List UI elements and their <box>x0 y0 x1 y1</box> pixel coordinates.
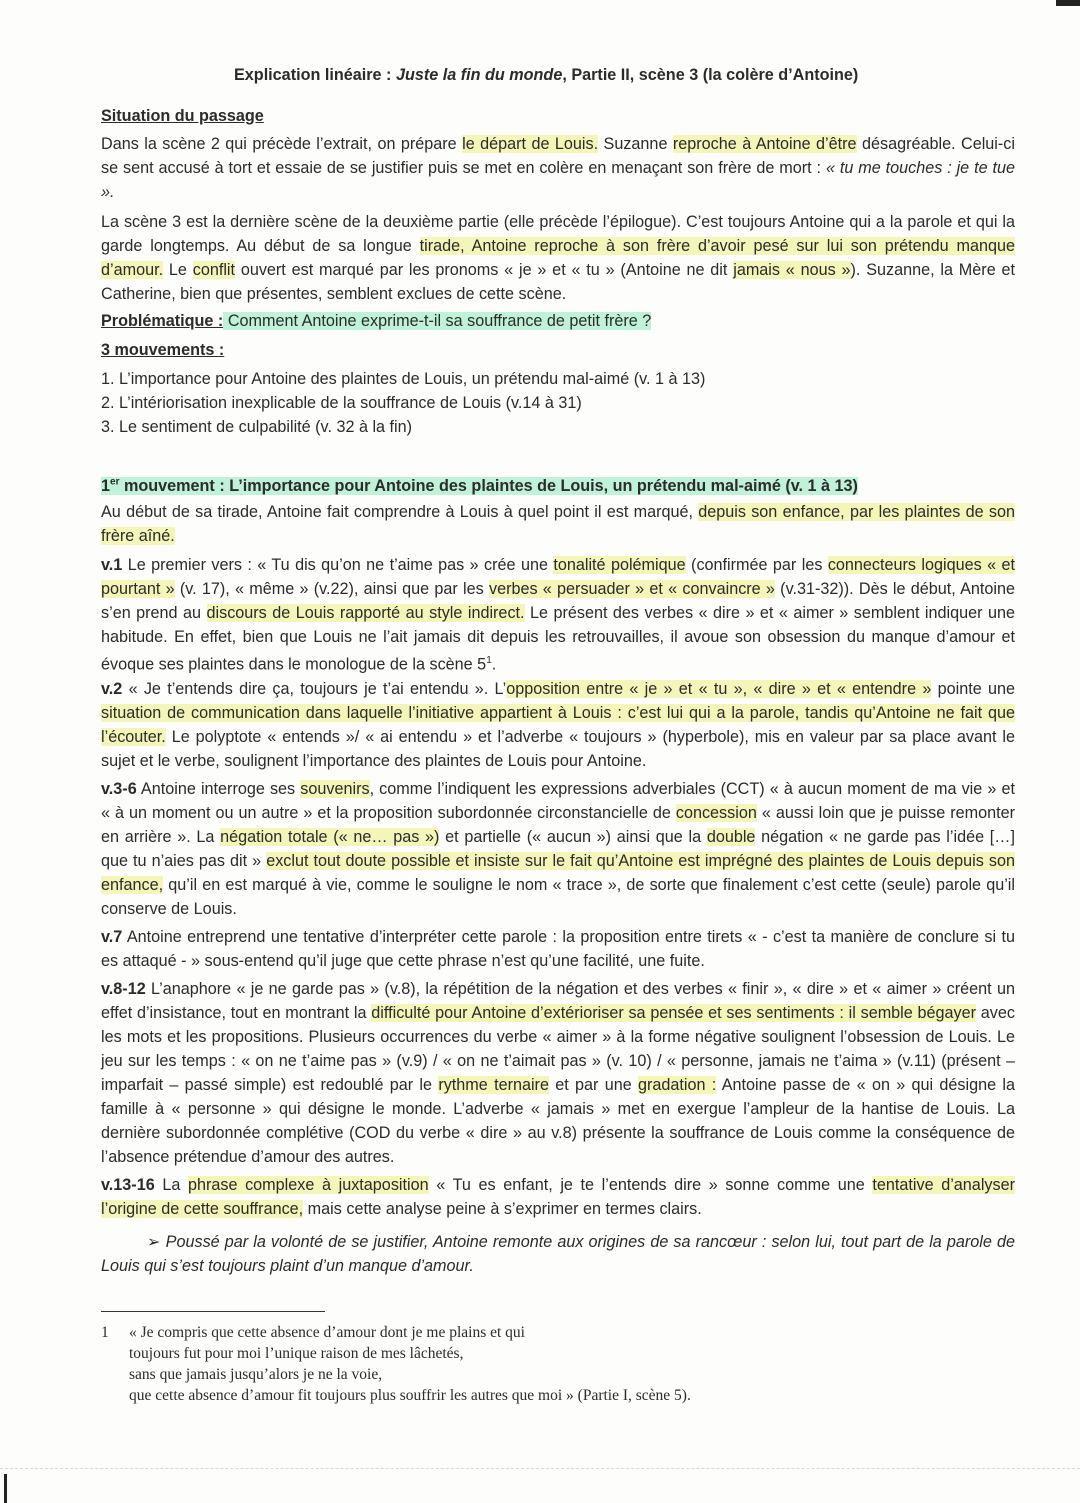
page-title: Explication linéaire : Juste la fin du monde, Partie II, scène 3 (la colère d’Antoine) <box>234 66 859 84</box>
scan-edge-line <box>0 1468 1080 1469</box>
list-item: 2. L’intériorisation inexplicable de la souffrance de Louis (v.14 à 31) <box>101 394 582 412</box>
footnote-line: toujours fut pour moi l’unique raison de mes lâchetés, <box>129 1345 464 1362</box>
situation-heading: Situation du passage <box>101 107 264 125</box>
footnote-line: que cette absence d’amour fit toujours plus souffrir les autres que moi » (Partie I, scène 5). <box>129 1387 691 1404</box>
mouvements-heading: 3 mouvements : <box>101 341 225 359</box>
footnote-line: « Je compris que cette absence d’amour dont je me plains et qui <box>129 1324 525 1341</box>
list-item: 1. L’importance pour Antoine des plaintes de Louis, un prétendu mal-aimé (v. 1 à 13) <box>101 370 706 388</box>
analysis-v13-16: v.13-16 La phrase complexe à juxtaposition « Tu es enfant, je te l’entends dire » sonne comme une tentative d’analyser l’origine de cette souffrance, mais cette analyse peine à s’exprimer en termes clairs. <box>101 1176 1015 1218</box>
analysis-v3-6: v.3-6 Antoine interroge ses souvenirs, comme l’indiquent les expressions adverbiales (CCT) « à aucun moment de ma vie » et « à un moment ou un autre » et la proposition subordonnée circonstancielle de concession « aussi loin que je puisse remonter en arrière ». La négation totale (« ne… pas ») et partielle (« aucun ») ainsi que la double négation « ne garde pas l’idée […] que tu n’aies pas dit » exclut tout doute possible et insiste sur le fait qu’Antoine est imprégné des plaintes de Louis depuis son enfance, qu’il en est marqué à vie, comme le souligne le nom « trace », de sorte que finalement c’est cette (seule) parole qu’il conserve de Louis. <box>101 780 1016 918</box>
document-page: Explication linéaire : Juste la fin du monde, Partie II, scène 3 (la colère d’Antoine) Situation du passage Dans la scène 2 qui précède l’extrait, on prépare le départ de Louis. Suzanne reproche à Antoine d’être désagréable. Celui-ci se sent accusé à tort et essaie de se justifier puis se met en colère en menaçant son frère de mort : « tu me touches : je te tue ». La scène 3 est la dernière scène de la deuxième partie (elle précède l’épilogue). C’est toujours Antoine qui a la parole et qui la garde longtemps. Au début de sa longue tirade, Antoine reproche à son frère d’avoir pesé sur lui son prétendu manque d’amour. Le conflit ouvert est marqué par les pronoms « je » et « tu » (Antoine ne dit jamais « nous »). Suzanne, la Mère et Catherine, bien que présentes, semblent exclues de cette scène. Problématique : Comment Antoine exprime-t-il sa souffrance de petit frère ? 3 mouvements : 1. L’importance pour Antoine des plaintes de Louis, un prétendu mal-aimé (v. 1 à 13) 2. L’intériorisation inexplicable de la souffrance de Louis (v.14 à 31) 3. Le sentiment de culpabilité (v. 32 à la fin) 1er mouvement : L’importance pour Antoine des plaintes de Louis, un prétendu mal-aimé (v. 1 à 13) Au début de sa tirade, Antoine fait comprendre à Louis à quel point il est marqué, depuis son enfance, par les plaintes de son frère aîné. v.1 Le premier vers : « Tu dis qu’on ne t’aime pas » crée une tonalité polémique (confirmée par les connecteurs logiques « et pourtant » (v. 17), « même » (v.22), ainsi que par les verbes « persuader » et « convaincre » (v.31-32)). Dès le début, Antoine s’en prend au discours de Louis rapporté au style indirect. Le présent des verbes « dire » et « aimer » semblent indiquer une habitude. En effet, bien que Louis ne l’ait jamais dit depuis les retrouvailles, il avoue son obsession du manque d’amour et évoque ses plaintes dans le monologue de la scène $5^1$. v.2 « Je t’entends dire ça, toujours je t’ai entendu ». L’opposition entre « je » et « tu », « dire » et « entendre » pointe une situation de communication dans laquelle l’initiative appartient à Louis : c’est lui qui a la parole, tandis qu’Antoine ne fait que l’écouter. Le polyptote « entends »/ « ai entendu » et l’adverbe « toujours » (hyperbole), mis en valeur par sa place avant le sujet et le verbe, soulignent l’importance des plaintes de Louis pour Antoine. v.3-6 Antoine interroge ses souvenirs, comme l’indiquent les expressions adverbiales (CCT) « à aucun moment de ma vie » et « à un moment ou un autre » et la proposition subordonnée circonstancielle de concession « aussi loin que je puisse remonter en arrière ». La négation totale (« ne… pas ») et partielle (« aucun ») ainsi que la double négation « ne garde pas l’idée […] que tu n’aies pas dit » exclut tout doute possible et insiste sur le fait qu’Antoine est imprégné des plaintes de Louis depuis son enfance, qu’il en est marqué à vie, comme le souligne le nom « trace », de sorte que finalement c’est cette (seule) parole qu’il conserve de Louis. v.7 Antoine entreprend une tentative d’interpréter cette parole : la proposition entre tirets « - c’est ta manière de conclure si tu es attaqué - » sous-entend qu’il juge que cette phrase n’est qu’une facilité, une fuite. v.8-12 L’anaphore « je ne garde pas » (v.8), la répétition de la négation et des verbes « finir », « dire » et « aimer » créent un effet d’insistance, tout en montrant la difficulté pour Antoine d’extérioriser sa pensée et ses sentiments : il semble bégayer avec les mots et les propositions. Plusieurs occurrences du verbe « aimer » à la forme négative soulignent l’obsession de Louis. Le jeu sur les temps : « on ne t’aime pas » (v.9) / « on ne t’aimait pas » (v. 10) / « personne, jamais ne t’aima » (v.11) (présent – imparfait – passé simple) est redoublé par le rythme ternaire et par une gradation : Antoine passe de « on » qui désigne la famille à « personne » qui désigne le monde. L’adverbe « jamais » met en exergue l’ampleur de la hantise de Louis. La dernière subordonnée complétive (COD du verbe « dire » au v.8) présente la souffrance de Louis comme la conséquence de l’absence prétendue d’amour des autres. v.13-16 La phrase complexe à juxtaposition « Tu es enfant, je te l’entends dire » sonne comme une tentative d’analyser l’origine de cette souffrance, mais cette analyse peine à s’exprimer en termes clairs. ➢ Poussé par la volonté de se justifier, Antoine remonte aux origines de sa rancœur : selon lui, tout part de la parole de Louis qui s’est toujours plaint d’un manque d’amour. 1 « Je compris que cette absence d’amour dont je me plains et qui toujours fut pour moi l’unique raison de mes lâchetés, sans que jamais jusqu’alors je ne la voie, que cette absence d’amour fit toujours plus souffrir les autres que moi » (Partie I, scène 5). <box>0 0 1080 1503</box>
analysis-v1: v.1 Le premier vers : « Tu dis qu’on ne t’aime pas » crée une tonalité polémique (confirmée par les connecteurs logiques « et pourtant » (v. 17), « même » (v.22), ainsi que par les verbes « persuader » et « convaincre » (v.31-32)). Dès le début, Antoine s’en prend au discours de Louis rapporté au style indirect. Le présent des verbes « dire » et « aimer » semblent indiquer une habitude. En effet, bien que Louis ne l’ait jamais dit depuis les retrouvailles, il avoue son obsession du manque d’amour et évoque ses plaintes dans le monologue de la scène $5^1$. <box>101 556 1016 674</box>
list-item: 3. Le sentiment de culpabilité (v. 32 à la fin) <box>101 418 413 436</box>
arrow-icon: ➢ <box>147 1233 161 1251</box>
mouvements-list <box>101 367 1015 439</box>
situation-paragraph-1: Dans la scène 2 qui précède l’extrait, on prépare le départ de Louis. Suzanne reproche à Antoine d’être désagréable. Celui-ci se sent accusé à tort et essaie de se justifier puis se met en colère en menaçant son frère de mort : « tu me touches : je te tue ». <box>101 135 1015 201</box>
footnote-line: sans que jamais jusqu’alors je ne la voie, <box>129 1366 383 1383</box>
situation-paragraph-2: La scène 3 est la dernière scène de la deuxième partie (elle précède l’épilogue). C’est toujours Antoine qui a la parole et qui la garde longtemps. Au début de sa longue tirade, Antoine reproche à son frère d’avoir pesé sur lui son prétendu manque d’amour. Le conflit ouvert est marqué par les pronoms « je » et « tu » (Antoine ne dit jamais « nous »). Suzanne, la Mère et Catherine, bien que présentes, semblent exclues de cette scène. <box>101 213 1015 303</box>
analysis-v7: v.7 Antoine entreprend une tentative d’interpréter cette parole : la proposition entre tirets « - c’est ta manière de conclure si tu es attaqué - » sous-entend qu’il juge que cette phrase n’est qu’une facilité, une fuite. <box>101 928 1015 970</box>
mouvement-1-heading: 1er mouvement : L’importance pour Antoine des plaintes de Louis, un prétendu mal-aimé (v. 1 à 13) <box>101 477 858 496</box>
mouvement-1-intro: Au début de sa tirade, Antoine fait comprendre à Louis à quel point il est marqué, depuis son enfance, par les plaintes de son frère aîné. <box>101 503 1015 545</box>
mouvement-1-conclusion: ➢ Poussé par la volonté de se justifier, Antoine remonte aux origines de sa rancœur : selon lui, tout part de la parole de Louis qui s’est toujours plaint d’un manque d’amour. <box>101 1233 1015 1275</box>
analysis-v8-12: v.8-12 L’anaphore « je ne garde pas » (v.8), la répétition de la négation et des verbes « finir », « dire » et « aimer » créent un effet d’insistance, tout en montrant la difficulté pour Antoine d’extérioriser sa pensée et ses sentiments : il semble bégayer avec les mots et les propositions. Plusieurs occurrences du verbe « aimer » à la forme négative soulignent l’obsession de Louis. Le jeu sur les temps : « on ne t’aime pas » (v.9) / « on ne t’aimait pas » (v. 10) / « personne, jamais ne t’aima » (v.11) (présent – imparfait – passé simple) est redoublé par le rythme ternaire et par une gradation : Antoine passe de « on » qui désigne la famille à « personne » qui désigne le monde. L’adverbe « jamais » met en exergue l’ampleur de la hantise de Louis. La dernière subordonnée complétive (COD du verbe « dire » au v.8) présente la souffrance de Louis comme la conséquence de l’absence prétendue d’amour des autres. <box>101 980 1015 1166</box>
analysis-v2: v.2 « Je t’entends dire ça, toujours je t’ai entendu ». L’opposition entre « je » et « tu », « dire » et « entendre » pointe une situation de communication dans laquelle l’initiative appartient à Louis : c’est lui qui a la parole, tandis qu’Antoine ne fait que l’écouter. Le polyptote « entends »/ « ai entendu » et l’adverbe « toujours » (hyperbole), mis en valeur par sa place avant le sujet et le verbe, soulignent l’importance des plaintes de Louis pour Antoine. <box>101 680 1015 770</box>
scan-mark <box>1056 0 1080 6</box>
problematique: Problématique : Comment Antoine exprime-t-il sa souffrance de petit frère ? <box>101 312 652 330</box>
footnote-divider <box>101 1311 325 1312</box>
scan-mark-left <box>4 1474 7 1503</box>
